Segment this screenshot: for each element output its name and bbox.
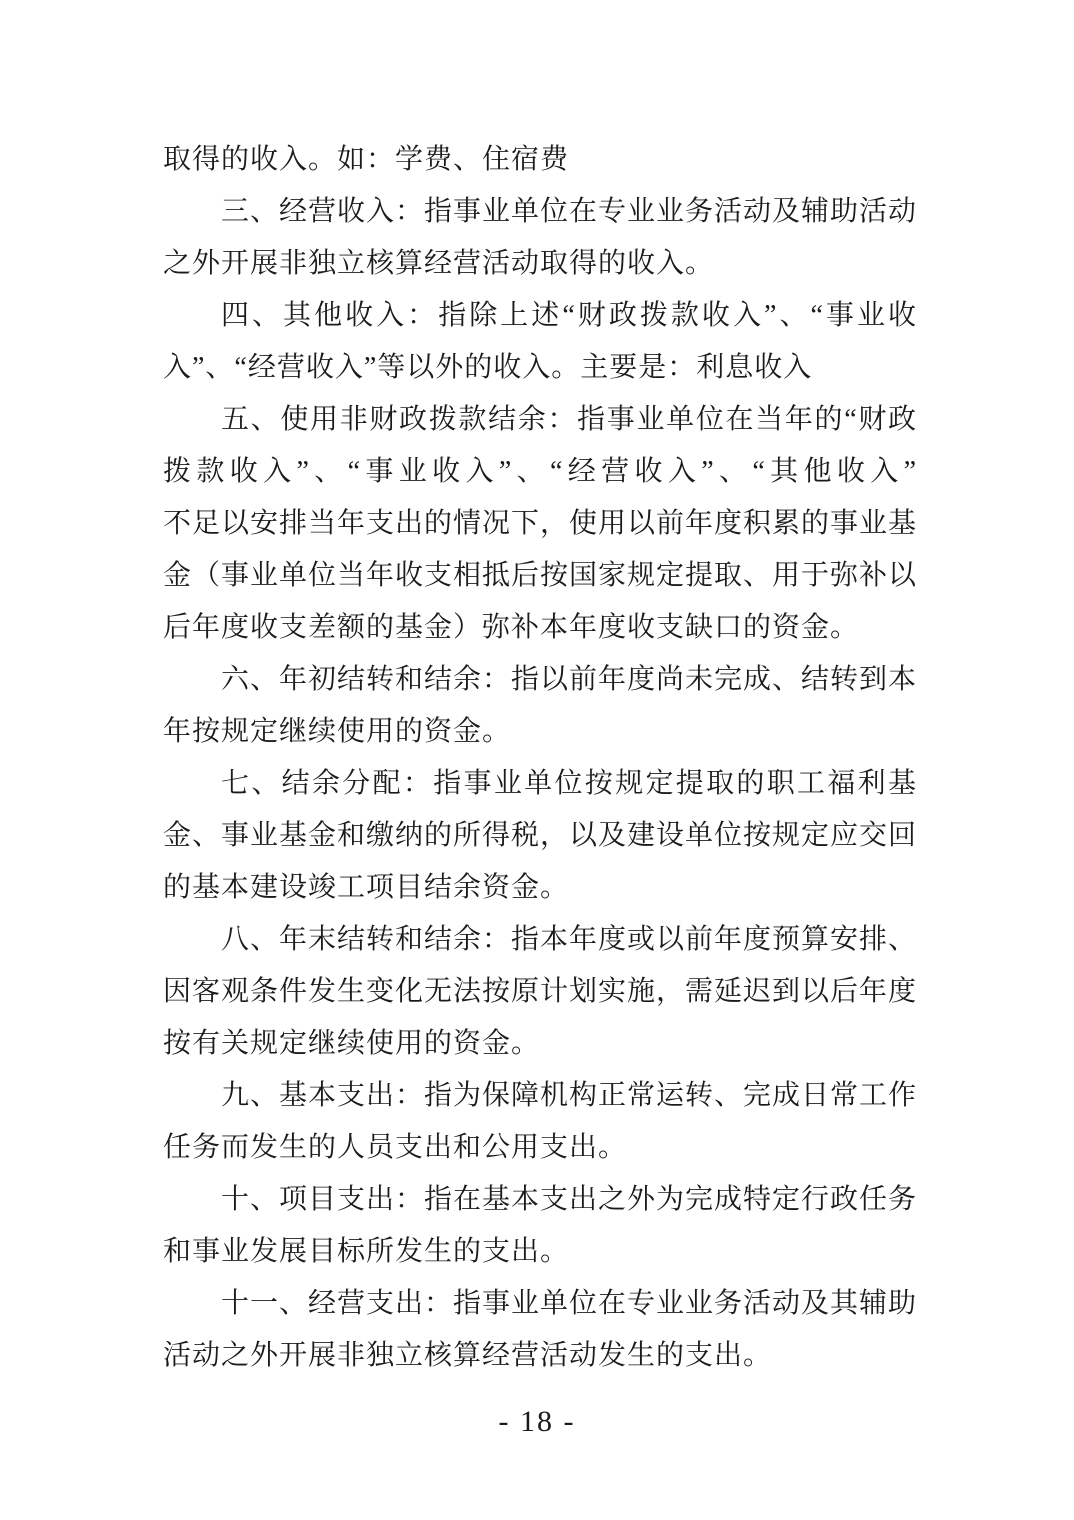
text-line: 五、使用非财政拨款结余：指事业单位在当年的“财政 xyxy=(221,404,917,435)
page-number: - 18 - xyxy=(498,1405,576,1438)
text-line: 四、其他收入：指除上述“财政拨款收入”、“事业收 xyxy=(221,300,917,331)
text-line: 后年度收支差额的基金）弥补本年度收支缺口的资金。 xyxy=(163,612,860,643)
text-line: 活动之外开展非独立核算经营活动发生的支出。 xyxy=(163,1340,773,1371)
text-line: 和事业发展目标所发生的支出。 xyxy=(163,1236,570,1267)
text-line: 年按规定继续使用的资金。 xyxy=(163,716,512,747)
text-line: 八、年末结转和结余：指本年度或以前年度预算安排、 xyxy=(221,924,918,955)
text-line: 按有关规定继续使用的资金。 xyxy=(163,1028,541,1059)
text-line: 九、基本支出：指为保障机构正常运转、完成日常工作 xyxy=(221,1080,918,1111)
text-line: 取得的收入。如：学费、住宿费 xyxy=(163,144,570,175)
text-line: 金（事业单位当年收支相抵后按国家规定提取、用于弥补以 xyxy=(163,560,918,591)
text-line: 三、经营收入：指事业单位在专业业务活动及辅助活动 xyxy=(221,196,918,227)
text-line: 十一、经营支出：指事业单位在专业业务活动及其辅助 xyxy=(221,1288,918,1319)
text-line: 七、结余分配：指事业单位按规定提取的职工福利基 xyxy=(221,768,917,799)
text-line: 十、项目支出：指在基本支出之外为完成特定行政任务 xyxy=(221,1184,918,1215)
text-line: 入”、“经营收入”等以外的收入。主要是：利息收入 xyxy=(163,352,813,383)
text-line: 的基本建设竣工项目结余资金。 xyxy=(163,872,570,903)
text-line: 因客观条件发生变化无法按原计划实施，需延迟到以后年度 xyxy=(163,976,918,1007)
text-line: 之外开展非独立核算经营活动取得的收入。 xyxy=(163,248,715,279)
text-line: 任务而发生的人员支出和公用支出。 xyxy=(163,1132,628,1163)
text-line: 金、事业基金和缴纳的所得税，以及建设单位按规定应交回 xyxy=(163,820,918,851)
document-body xyxy=(163,134,917,1382)
text-line: 六、年初结转和结余：指以前年度尚未完成、结转到本 xyxy=(221,664,918,695)
text-line: 拨款收入”、“事业收入”、“经营收入”、“其他收入” xyxy=(163,456,917,487)
text-line: 不足以安排当年支出的情况下，使用以前年度积累的事业基 xyxy=(163,508,918,539)
